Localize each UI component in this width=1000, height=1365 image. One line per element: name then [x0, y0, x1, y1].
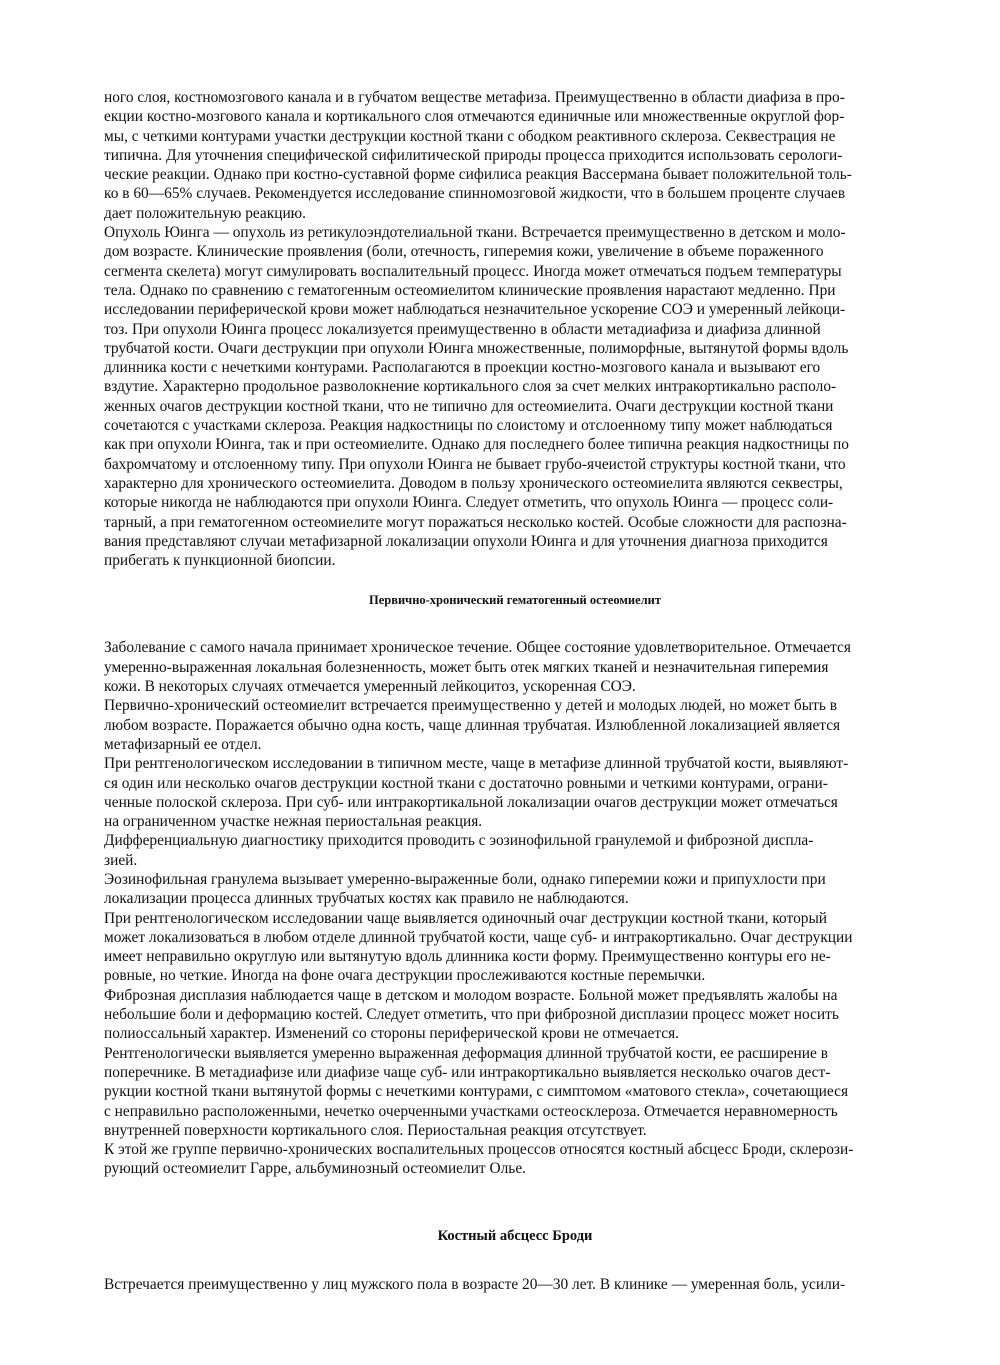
text-line: тарный, а при гематогенном остеомиелите могут поражаться несколько костей. Особые сложности для распозна-: [104, 513, 847, 531]
text-line: тела. Однако по сравнению с гематогенным остеомиелитом клинические проявления нарастают медленно. При: [104, 281, 836, 299]
text-line: кожи. В некоторых случаях отмечается умеренный лейкоцитоз, ускоренная СОЭ.: [104, 678, 636, 696]
text-line: метафизарный ее отдел.: [104, 735, 262, 753]
text-line: небольшие боли и деформацию костей. Следует отметить, что при фиброзной дисплазии процесс может носить: [104, 1006, 839, 1024]
text-line: Встречается преимущественно у лиц мужского пола в возрасте 20—30 лет. В клинике — умеренная боль, усили-: [104, 1275, 846, 1293]
text-line: сегмента скелета) могут симулировать воспалительный процесс. Иногда может отмечаться подъем температуры: [104, 262, 842, 280]
text-line: Заболевание с самого начала принимает хроническое течение. Общее состояние удовлетворительное. Отмечается: [104, 639, 851, 657]
text-line: бахромчатому и отслоенному типу. При опухоли Юинга не бывает грубо-ячеистой структуры костной ткани, что: [104, 455, 846, 473]
text-line: ческие реакции. Однако при костно-суставной форме сифилиса реакция Вассермана бывает положительной толь-: [104, 166, 852, 184]
text-line: дает положительную реакцию.: [104, 204, 307, 222]
text-line: При рентгенологическом исследовании в типичном месте, чаще в метафизе длинной трубчатой кости, выявляют-: [104, 755, 849, 773]
text-line: ного слоя, костномозгового канала и в губчатом веществе метафиза. Преимущественно в области диафиза в про-: [104, 89, 845, 106]
text-line: любом возрасте. Поражается обычно одна кость, чаще длинная трубчатая. Излюбленной локализацией является: [104, 716, 841, 734]
text-line: с неправильно расположенными, нечетко очерченными участками остеосклероза. Отмечается неравномерность: [104, 1102, 838, 1120]
text-line: Дифференциальную диагностику приходится проводить с эозинофильной гранулемой и фиброзной диспла-: [104, 832, 814, 850]
document-page: [104, 88, 926, 1294]
text-line: Рентгенологически выявляется умеренно выраженная деформация длинной трубчатой кости, ее расширение в: [104, 1044, 828, 1062]
text-line: полиоссальный характер. Изменений со стороны периферической крови не отмечается.: [104, 1025, 679, 1043]
text-line: длинника кости с нечеткими контурами. Располагаются в проекции костно-мозгового канала и вызывают его: [104, 359, 821, 377]
ewing-paragraph: [104, 223, 926, 570]
text-line: женных очагов деструкции костной ткани, что не типично для остеомиелита. Очаги деструкции костной ткани: [104, 397, 834, 415]
text-line: мы, с четкими контурами участки деструкции костной ткани с ободком реактивного склероза. Секвестрация не: [104, 127, 836, 145]
section-heading-primary-chronic-osteomyelitis: Первично-хронический гематогенный остеомиелит: [368, 593, 662, 608]
text-line: может локализоваться в любом отделе длинной трубчатой кости, чаще суб- и интракортикально. Очаг деструкции: [104, 928, 853, 946]
section-2-body: [104, 1275, 926, 1294]
text-line: ченные полоской склероза. При суб- или интракортикальной локализации очагов деструкции может отмечаться: [104, 793, 838, 811]
text-line: характерно для хронического остеомиелита. Доводом в пользу хронического остеомиелита являются секвестры,: [104, 474, 843, 492]
text-line: умеренно-выраженная локальная болезненность, может быть отек мягких тканей и незначительная гиперемия: [104, 658, 829, 676]
text-line: которые никогда не наблюдаются при опухоли Юинга. Следует отметить, что опухоль Юинга — процесс соли-: [104, 494, 834, 512]
section-heading-brodie-abscess: Костный абсцесс Броди: [437, 1227, 593, 1244]
text-line: типична. Для уточнения специфической сифилитической природы процесса приходится использовать серологи-: [104, 146, 843, 164]
text-line: сочетаются с участками склероза. Реакция надкостницы по слоистому и отслоенному типу может наблюдаться: [104, 417, 833, 435]
text-line: рукции костной ткани вытянутой формы с нечеткими контурами, с симптомом «матового стекла», сочетающиеся: [104, 1083, 849, 1101]
text-line: вздутие. Характерно продольное разволокнение кортикального слоя за счет мелких интракортикально располо-: [104, 378, 837, 396]
section-1-body: [104, 638, 926, 1178]
text-line: трубчатой кости. Очаги деструкции при опухоли Юинга множественные, полиморфные, вытянутой формы вдоль: [104, 339, 849, 357]
text-line: исследовании периферической крови может наблюдаться незначительное ускорение СОЭ и умеренный лейкоци-: [104, 301, 846, 319]
text-line: ся один или несколько очагов деструкции костной ткани с достаточно ровными и четкими контурами, ограни-: [104, 774, 828, 792]
text-line: Фиброзная дисплазия наблюдается чаще в детском и молодом возрасте. Больной может предъявлять жалобы на: [104, 986, 838, 1004]
text-line: Опухоль Юинга — опухоль из ретикулоэндотелиальной ткани. Встречается преимущественно в детском и моло-: [104, 224, 846, 242]
text-line: локализации процесса длинных трубчатых костях как правило не наблюдаются.: [104, 890, 629, 908]
intro-paragraph: [104, 88, 926, 223]
text-line: При рентгенологическом исследовании чаще выявляется одиночный очаг деструкции костной ткани, который: [104, 909, 828, 927]
text-line: на ограниченном участке нежная периостальная реакция.: [104, 813, 483, 831]
text-line: Первично-хронический остеомиелит встречается преимущественно у детей и молодых людей, но может быть в: [104, 697, 837, 715]
text-line: внутренней поверхности кортикального слоя. Периостальная реакция отсутствует.: [104, 1121, 647, 1139]
text-line: зией.: [104, 851, 138, 869]
text-line: вания представляют случаи метафизарной локализации опухоли Юинга и для уточнения диагноза приходится: [104, 532, 828, 550]
text-line: тоз. При опухоли Юинга процесс локализуется преимущественно в области метадиафиза и диафиза длинной: [104, 320, 821, 338]
text-line: ко в 60—65% случаев. Рекомендуется исследование спинномозговой жидкости, что в большем проценте случаев: [104, 185, 846, 203]
text-line: Эозинофильная гранулема вызывает умеренно-выраженные боли, однако гиперемии кожи и припухлости при: [104, 870, 826, 888]
text-line: дом возрасте. Клинические проявления (боли, отечность, гиперемия кожи, увеличение в объеме пораженного: [104, 243, 824, 261]
text-line: прибегать к пункционной биопсии.: [104, 552, 336, 570]
text-line: К этой же группе первично-хронических воспалительных процессов относятся костный абсцесс Броди, склерози-: [104, 1141, 854, 1159]
text-line: ровные, но четкие. Иногда на фоне очага деструкции прослеживаются костные перемычки.: [104, 967, 706, 985]
text-line: екции костно-мозгового канала и кортикального слоя отмечаются единичные или множественные округлой фор-: [104, 108, 845, 126]
text-line: поперечнике. В метадиафизе или диафизе чаще суб- или интракортикально выявляется несколько очагов дест-: [104, 1063, 831, 1081]
text-line: рующий остеомиелит Гарре, альбуминозный остеомиелит Олье.: [104, 1160, 526, 1178]
text-line: как при опухоли Юинга, так и при остеомиелите. Однако для последнего более типична реакция надкостницы по: [104, 436, 849, 454]
text-line: имеет неправильно округлую или вытянутую вдоль длинника кости форму. Преимущественно контуры его не-: [104, 948, 831, 966]
